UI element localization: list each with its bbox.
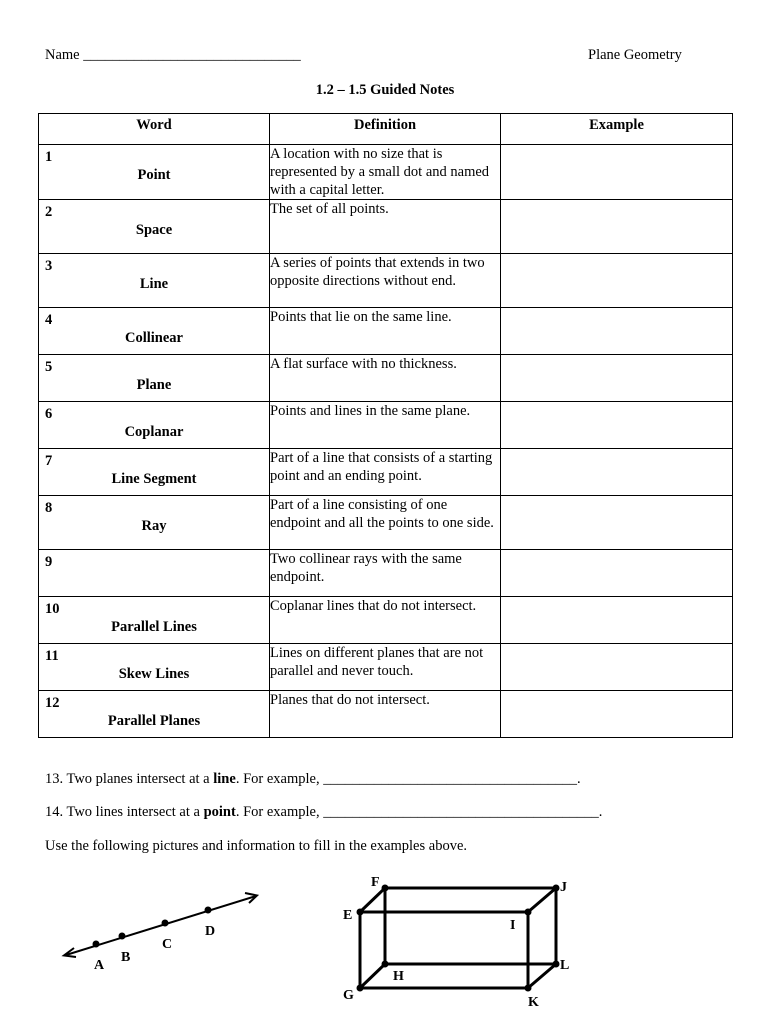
table-row bbox=[39, 597, 733, 644]
label-f: F bbox=[371, 875, 380, 890]
label-h: H bbox=[393, 969, 404, 984]
term: Ray bbox=[141, 518, 167, 534]
word-cell bbox=[39, 402, 270, 449]
definition-cell: A series of points that extends in two opposite directions without end. bbox=[270, 254, 501, 308]
edge-kl bbox=[528, 964, 556, 988]
point-l bbox=[553, 961, 560, 968]
row-number: 11 bbox=[45, 648, 59, 664]
term: Collinear bbox=[125, 330, 183, 346]
word-cell bbox=[39, 254, 270, 308]
page-title: 1.2 – 1.5 Guided Notes bbox=[315, 82, 455, 98]
definition-cell: Coplanar lines that do not intersect. bbox=[270, 597, 501, 644]
row-number: 2 bbox=[45, 204, 53, 220]
name-blank: ______________________________ bbox=[83, 47, 301, 63]
term: Plane bbox=[136, 377, 172, 393]
example-cell[interactable] bbox=[501, 402, 733, 449]
term: Space bbox=[135, 222, 173, 238]
example-cell[interactable] bbox=[501, 254, 733, 308]
example-cell[interactable] bbox=[501, 145, 733, 200]
table-row bbox=[39, 691, 733, 738]
word-cell bbox=[39, 550, 270, 597]
row-number: 12 bbox=[45, 695, 60, 711]
definition-cell: A flat surface with no thickness. bbox=[270, 355, 501, 402]
definition-cell: Points and lines in the same plane. bbox=[270, 402, 501, 449]
notes-table bbox=[38, 113, 733, 738]
definition-cell: Two collinear rays with the same endpoint. bbox=[270, 550, 501, 597]
table-row bbox=[39, 200, 733, 254]
definition-cell: Points that lie on the same line. bbox=[270, 308, 501, 355]
table-row bbox=[39, 145, 733, 200]
definition-cell: Lines on different planes that are not parallel and never touch. bbox=[270, 644, 501, 691]
term: Line Segment bbox=[111, 471, 197, 487]
geometry-figures bbox=[0, 860, 770, 1024]
point-b bbox=[119, 933, 126, 940]
table-row bbox=[39, 308, 733, 355]
definition-cell: The set of all points. bbox=[270, 200, 501, 254]
word-cell bbox=[39, 496, 270, 550]
term: Coplanar bbox=[124, 424, 184, 440]
word-cell bbox=[39, 145, 270, 200]
row-number: 1 bbox=[45, 149, 53, 165]
table-row bbox=[39, 496, 733, 550]
rectangular-prism-figure bbox=[360, 888, 556, 988]
term: Parallel Lines bbox=[111, 619, 197, 635]
label-j: J bbox=[560, 880, 567, 895]
label-i: I bbox=[510, 918, 516, 933]
label-d: D bbox=[205, 924, 216, 939]
word-cell bbox=[39, 308, 270, 355]
definition-cell: Part of a line consisting of one endpoint and all the points to one side. bbox=[270, 496, 501, 550]
label-e: E bbox=[343, 908, 353, 923]
point-a bbox=[93, 941, 100, 948]
label-l: L bbox=[560, 958, 570, 973]
term: Parallel Planes bbox=[107, 713, 201, 729]
table-header-row bbox=[39, 114, 733, 145]
definition-cell: Part of a line that consists of a starting point and an ending point. bbox=[270, 449, 501, 496]
edge-ji bbox=[528, 888, 556, 912]
point-g bbox=[357, 985, 364, 992]
point-h bbox=[382, 961, 389, 968]
line-figure bbox=[64, 893, 257, 973]
definition-cell: Planes that do not intersect. bbox=[270, 691, 501, 738]
example-cell[interactable] bbox=[501, 496, 733, 550]
label-g: G bbox=[343, 988, 354, 1003]
example-cell[interactable] bbox=[501, 308, 733, 355]
point-j bbox=[553, 885, 560, 892]
table-row bbox=[39, 402, 733, 449]
question-13-prefix: 13. Two planes intersect at a bbox=[45, 771, 214, 787]
word-cell bbox=[39, 200, 270, 254]
word-cell bbox=[39, 597, 270, 644]
term: Skew Lines bbox=[118, 666, 190, 682]
row-number: 5 bbox=[45, 359, 53, 375]
name-field bbox=[45, 47, 301, 64]
term: Line bbox=[139, 276, 169, 292]
table-row bbox=[39, 449, 733, 496]
column-header-word: Word bbox=[39, 114, 270, 145]
table-row bbox=[39, 550, 733, 597]
question-14-suffix: . For example, ______________________________________. bbox=[235, 804, 603, 820]
question-13 bbox=[45, 771, 581, 788]
point-e bbox=[357, 909, 364, 916]
term: Point bbox=[137, 167, 171, 183]
example-cell[interactable] bbox=[501, 200, 733, 254]
table-row bbox=[39, 644, 733, 691]
row-number: 4 bbox=[45, 312, 53, 328]
example-cell[interactable] bbox=[501, 691, 733, 738]
row-number: 8 bbox=[45, 500, 53, 516]
question-14 bbox=[45, 804, 602, 821]
word-cell bbox=[39, 644, 270, 691]
example-cell[interactable] bbox=[501, 644, 733, 691]
row-number: 7 bbox=[45, 453, 53, 469]
column-header-definition: Definition bbox=[270, 114, 501, 145]
label-k: K bbox=[528, 995, 539, 1010]
point-f bbox=[382, 885, 389, 892]
column-header-example: Example bbox=[501, 114, 733, 145]
course-title: Plane Geometry bbox=[588, 47, 682, 63]
word-cell bbox=[39, 355, 270, 402]
row-number: 3 bbox=[45, 258, 53, 274]
question-13-suffix: . For example, ___________________________________. bbox=[235, 771, 581, 787]
point-d bbox=[205, 907, 212, 914]
table-row bbox=[39, 254, 733, 308]
edge-fe bbox=[360, 888, 385, 912]
point-c bbox=[162, 920, 169, 927]
word-cell bbox=[39, 449, 270, 496]
example-cell[interactable] bbox=[501, 550, 733, 597]
question-13-keyword: line bbox=[213, 771, 236, 787]
edge-gh bbox=[360, 964, 385, 988]
question-14-prefix: 14. Two lines intersect at a bbox=[45, 804, 204, 820]
example-cell[interactable] bbox=[501, 597, 733, 644]
row-number: 6 bbox=[45, 406, 53, 422]
label-a: A bbox=[94, 958, 105, 973]
example-cell[interactable] bbox=[501, 449, 733, 496]
row-number: 10 bbox=[45, 601, 60, 617]
name-label: Name bbox=[45, 47, 80, 63]
instructions: Use the following pictures and information to fill in the examples above. bbox=[45, 838, 468, 854]
example-cell[interactable] bbox=[501, 355, 733, 402]
point-k bbox=[525, 985, 532, 992]
table-row bbox=[39, 355, 733, 402]
point-i bbox=[525, 909, 532, 916]
definition-cell: A location with no size that is represented by a small dot and named with a capital letter. bbox=[270, 145, 501, 200]
label-c: C bbox=[162, 937, 173, 952]
word-cell bbox=[39, 691, 270, 738]
label-b: B bbox=[121, 950, 131, 965]
row-number: 9 bbox=[45, 554, 53, 570]
question-14-keyword: point bbox=[203, 804, 236, 820]
